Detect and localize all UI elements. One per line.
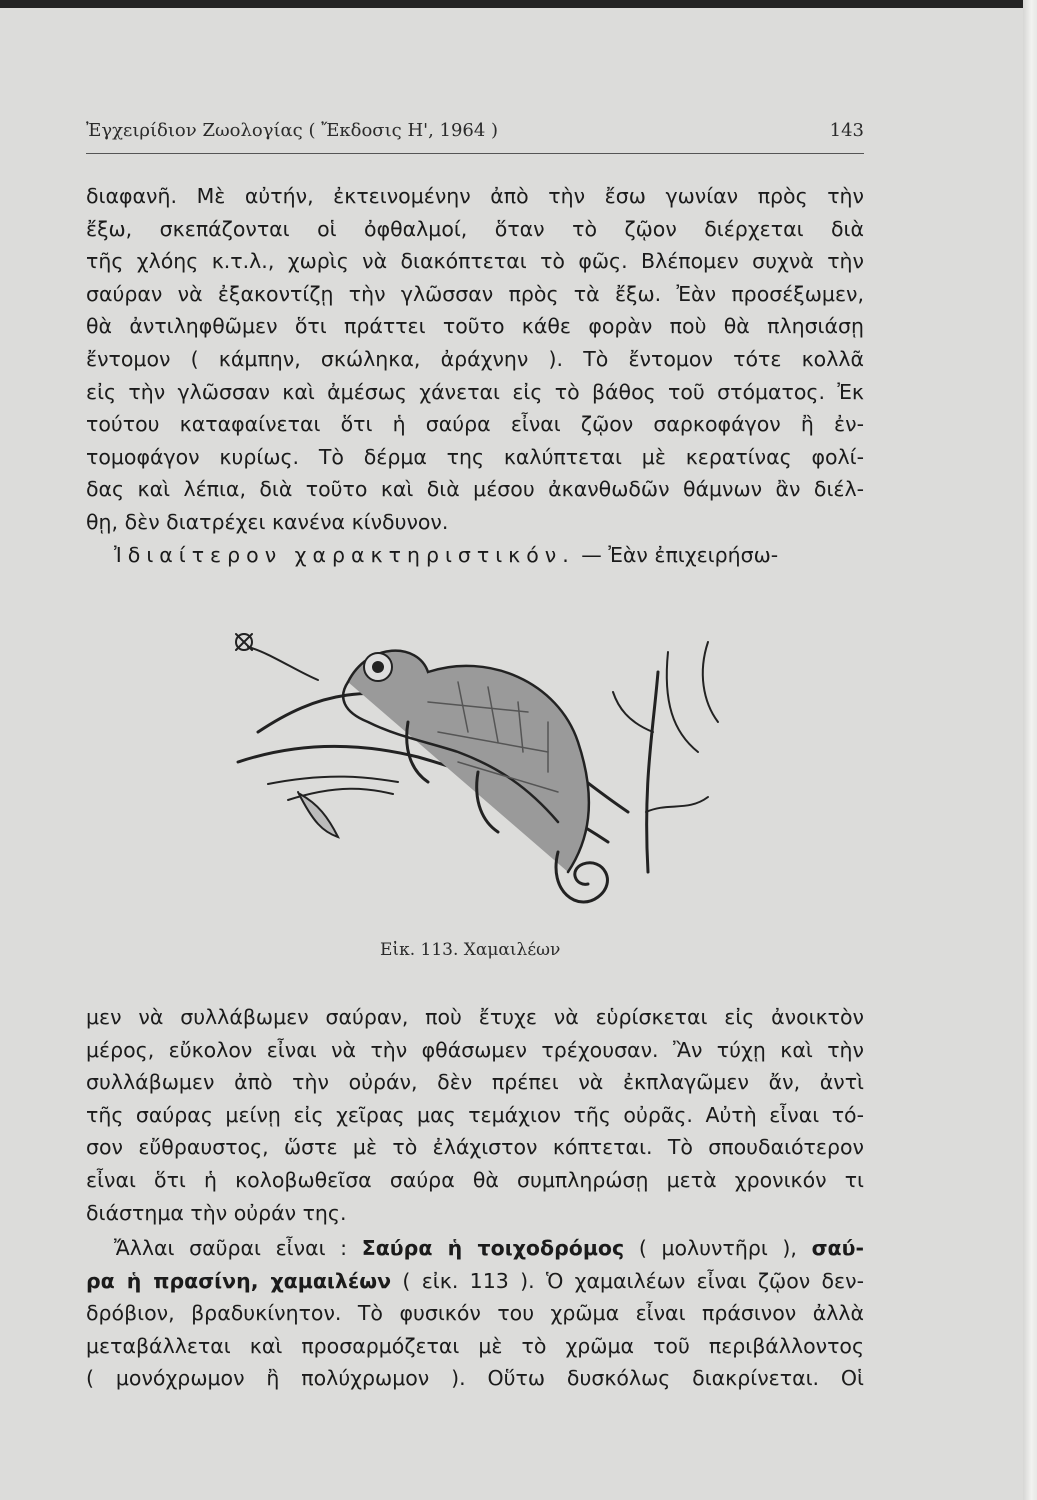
text-line: μεν νὰ συλλάβωμεν σαύραν, ποὺ ἔτυχε νὰ εὑρίσκεται εἰς ἀνοικτὸν [86,1005,864,1029]
text-run: ( εἰκ. 113 ). Ὁ χαμαιλέων εἶναι ζῷον δεν- [391,1268,864,1293]
spaced-heading: Ἰδιαίτερον χαρακτηριστικόν. [114,542,575,567]
text-line: διαφανῆ. Μὲ αὐτήν, ἐκτεινομένην ἀπὸ τὴν ἔσω γωνίαν πρὸς τὴν [86,184,864,208]
heading-continuation: — Ἐὰν ἐπιχειρήσω- [574,542,779,567]
text-line: εἰς τὴν γλῶσσαν καὶ ἀμέσως χάνεται εἰς τὸ βάθος τοῦ στόματος. Ἐκ [86,379,864,404]
text-run: Ἄλλαι σαῦραι εἶναι : [114,1236,362,1260]
text-line: εἶναι ὅτι ἡ κολοβωθεῖσα σαύρα θὰ συμπληρώσῃ μετὰ χρονικόν τι [86,1167,864,1192]
paragraph-4 [86,1232,864,1395]
page-edge [1023,0,1037,1500]
text-line: τῆς χλόης κ.τ.λ., χωρὶς νὰ διακόπτεται τὸ φῶς. Βλέπομεν συχνὰ τὴν [86,249,864,274]
text-line: σον εὔθραυστος, ὥστε μὲ τὸ ἐλάχιστον κόπτεται. Τὸ σπουδαιότερον [86,1135,864,1160]
scan-top-border [0,0,1037,8]
text-line: σαύραν νὰ ἐξακοντίζῃ τὴν γλῶσσαν πρὸς τὰ ἔξω. Ἐὰν προσέξωμεν, [86,281,864,306]
section-lead-line [86,539,864,572]
chameleon-illustration [228,612,748,932]
text-line [86,1265,864,1298]
text-line: δρόβιον, βραδυκίνητον. Τὸ φυσικόν του χρῶμα εἶναι πράσινον ἀλλὰ [86,1301,864,1326]
header-rule [86,153,864,154]
text-line: δας καὶ λέπια, διὰ τοῦτο καὶ διὰ μέσου ἀκανθωδῶν θάμνων ἂν διέλ- [86,477,864,502]
text-line: διάστημα τὴν οὐράν της. [86,1200,347,1225]
text-line: ( μονόχρωμον ἢ πολύχρωμον ). Οὕτω δυσκόλως διακρίνεται. Οἱ [86,1366,864,1391]
paragraph-1 [86,180,864,571]
running-header [86,120,864,141]
text-line: τομοφάγον κυρίως. Τὸ δέρμα της καλύπτεται μὲ κερατίνας φολί- [86,444,864,469]
figure-caption: Εἰκ. 113. Χαμαιλέων [380,940,561,960]
text-line: μέρος, εὔκολον εἶναι νὰ τὴν φθάσωμεν τρέχουσαν. Ἂν τύχῃ καὶ τὴν [86,1037,864,1062]
text-run: ( μολυντῆρι ), [624,1236,812,1260]
text-line: τούτου καταφαίνεται ὅτι ἡ σαύρα εἶναι ζῷον σαρκοφάγον ἢ ἐν- [86,412,864,437]
text-line: συλλάβωμεν ἀπὸ τὴν οὐράν, δὲν πρέπει νὰ ἐκπλαγῶμεν ἄν, ἀντὶ [86,1070,864,1095]
text-line: θῃ, δὲν διατρέχει κανένα κίνδυνον. [86,509,449,534]
text-line: ἔξω, σκεπάζονται οἱ ὀφθαλμοί, ὅταν τὸ ζῷον διέρχεται διὰ [86,216,864,241]
species-name: σαύ- [811,1236,864,1260]
page-number: 143 [829,120,864,141]
text-line: τῆς σαύρας μείνῃ εἰς χεῖρας μας τεμάχιον τῆς οὐρᾶς. Αὐτὴ εἶναι τό- [86,1102,864,1127]
text-line: ἔντομον ( κάμπην, σκώληκα, ἀράχνην ). Τὸ ἔντομον τότε κολλᾶ [86,346,864,371]
text-line: μεταβάλλεται καὶ προσαρμόζεται μὲ τὸ χρῶμα τοῦ περιβάλλοντος [86,1333,864,1358]
header-title: Ἐγχειρίδιον Ζωολογίας ( Ἔκδοσις Η', 1964 ) [86,120,499,141]
paragraph-3 [86,1001,864,1229]
text-line: θὰ ἀντιληφθῶμεν ὅτι πράττει τοῦτο κάθε φορὰν ποὺ θὰ πλησιάσῃ [86,314,864,339]
text-line [86,1232,864,1265]
species-name: ρα ἡ πρασίνη, χαμαιλέων [86,1268,392,1293]
species-name: Σαύρα ἡ τοιχοδρόμος [361,1236,625,1260]
